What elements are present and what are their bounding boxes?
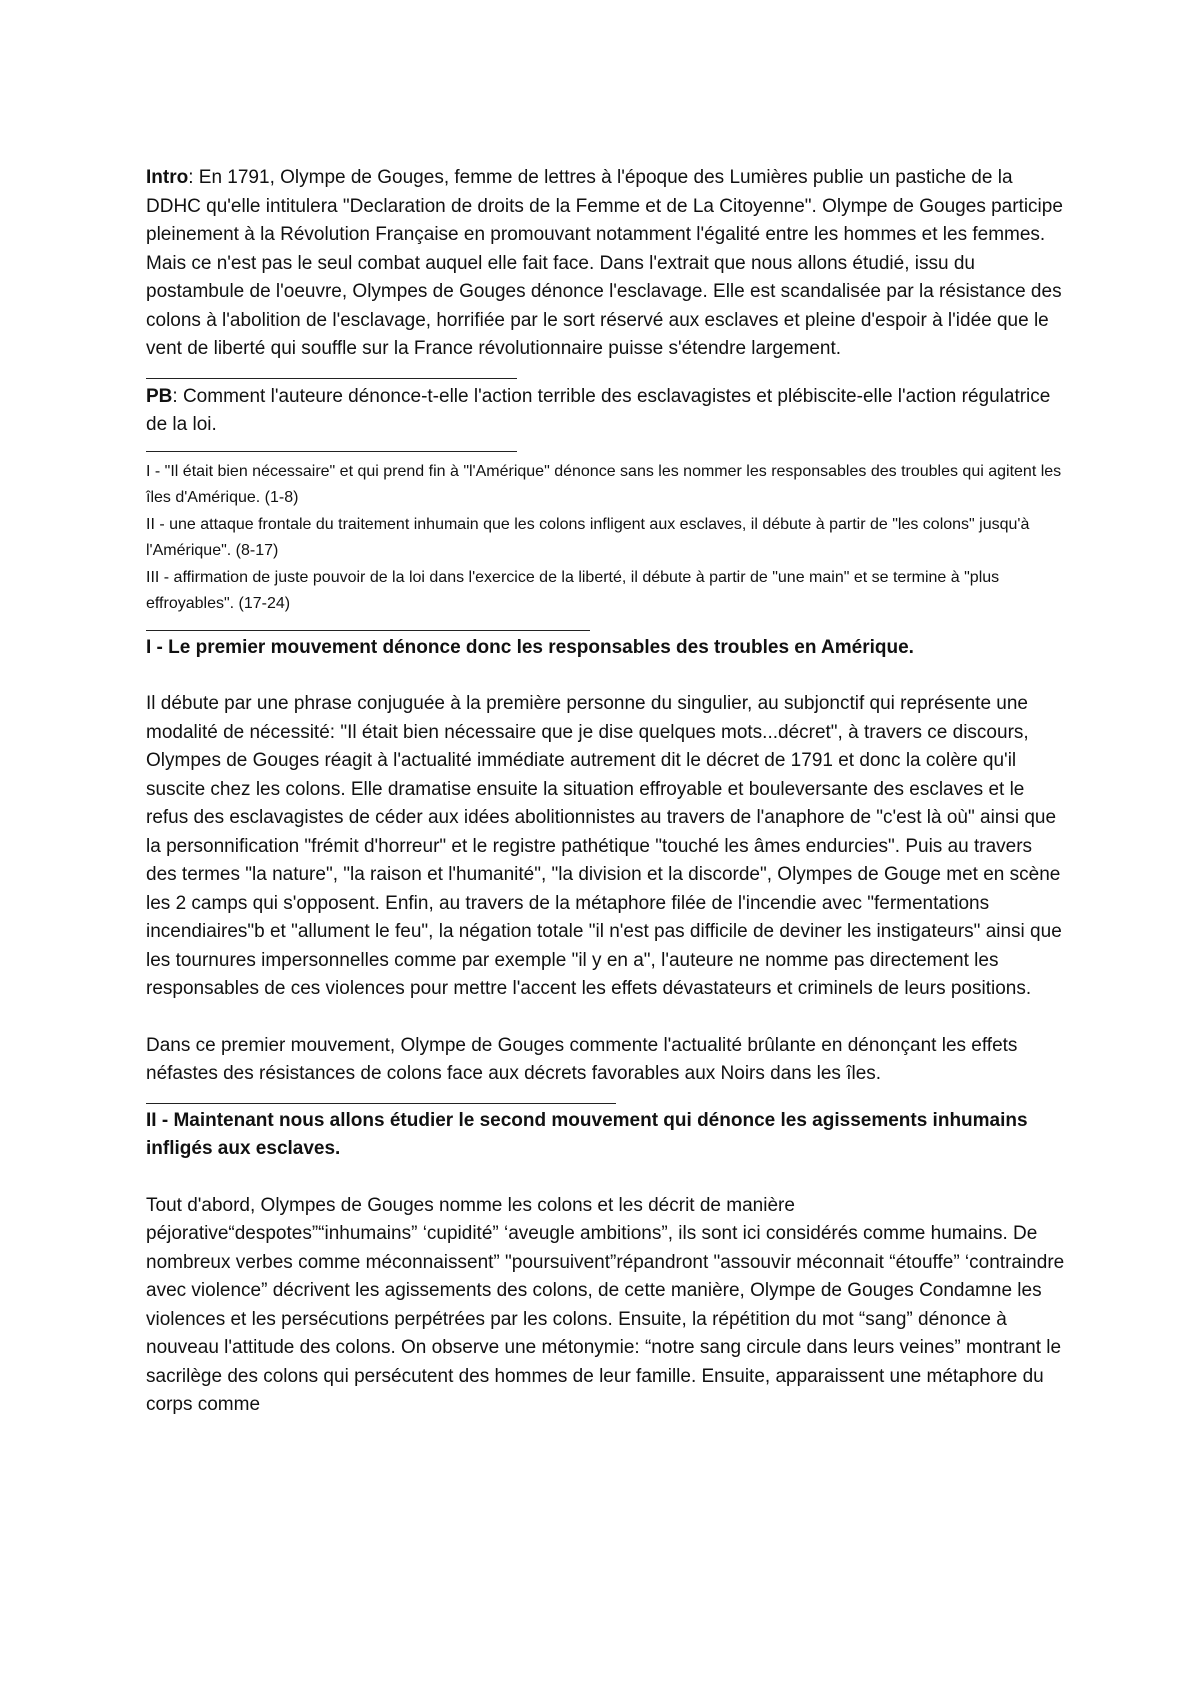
- intro-paragraph: [146, 164, 1066, 364]
- problematique-paragraph: [146, 383, 1066, 440]
- problematique-label: PB: [146, 385, 173, 407]
- document-page: [146, 164, 1066, 1420]
- separator-rule: [146, 378, 517, 379]
- separator-rule: [146, 630, 590, 631]
- section-2-heading: II - Maintenant nous allons étudier le second mouvement qui dénonce les agissements inhumains infligés aux esclaves.: [146, 1109, 1028, 1159]
- separator-rule: [146, 1103, 616, 1104]
- plan-item-3: III - affirmation de juste pouvoir de la loi dans l'exercice de la liberté, il débute à partir de "une main" et se termine à "plus effroyables". (17-24): [146, 568, 1000, 612]
- separator-rule: [146, 451, 517, 452]
- section-1-body: Il débute par une phrase conjuguée à la première personne du singulier, au subjonctif qui représente une modalité de nécessité: "Il était bien nécessaire que je dise quelques mots...décret", à travers ce discours, Olympes de Gouges réagit à l'actualité immédiate autrement dit le décret de 1791 et donc la colère qu'il suscite chez les colons. Elle dramatise ensuite la situation effroyable et bouleversante des esclaves et le refus des esclavagistes de céder aux idées abolitionnistes au travers de l'anaphore de "c'est là où" ainsi que la personnification "frémit d'horreur" et le registre pathétique "touché les âmes endurcies". Puis au travers des termes "la nature", "la raison et l'humanité", "la division et la discorde", Olympes de Gouge met en scène les 2 camps qui s'opposent. Enfin, au travers de la métaphore filée de l'incendie avec "fermentations incendiaires"b et "allument le feu", la négation totale "il n'est pas difficile de deviner les instigateurs" ainsi que les tournures impersonnelles comme par exemple "il y en a", l'auteure ne nomme pas directement les responsables de ces violences pour mettre l'accent les effets dévastateurs et criminels de leurs positions.: [146, 693, 1062, 999]
- section-1-heading: I - Le premier mouvement dénonce donc les responsables des troubles en Amérique.: [146, 636, 914, 658]
- section-1-conclusion: Dans ce premier mouvement, Olympe de Gouges commente l'actualité brûlante en dénonçant les effets néfastes des résistances de colons face aux décrets favorables aux Noirs dans les îles.: [146, 1034, 1018, 1084]
- plan-list: [146, 459, 1066, 618]
- problematique-text: : Comment l'auteure dénonce-t-elle l'action terrible des esclavagistes et plébiscite-elle l'action régulatrice de la loi.: [146, 385, 1051, 435]
- section-2-body: Tout d'abord, Olympes de Gouges nomme les colons et les décrit de manière péjorative“despotes”“inhumains” ‘cupidité” ‘aveugle ambitions”, ils sont ici considérés comme humains. De nombreux verbes comme méconnaissent” "poursuivent”répandront "assouvir méconnait “étouffe” ‘contraindre avec violence” décrivent les agissements des colons, de cette manière, Olympe de Gouges Condamne les violences et les persécutions perpétrées par les colons. Ensuite, la répétition du mot “sang” dénonce à nouveau l'attitude des colons. On observe une métonymie: “notre sang circule dans leurs veines” montrant le sacrilège des colons qui persécutent des hommes de leur famille. Ensuite, apparaissent une métaphore du corps comme: [146, 1194, 1065, 1415]
- intro-text: : En 1791, Olympe de Gouges, femme de lettres à l'époque des Lumières publie un pastiche de la DDHC qu'elle intitulera "Declaration de droits de la Femme et de La Citoyenne". Olympe de Gouges participe pleinement à la Révolution Française en promouvant notamment l'égalité entre les hommes et les femmes. Mais ce n'est pas le seul combat auquel elle fait face. Dans l'extrait que nous allons étudié, issu du postambule de l'oeuvre, Olympes de Gouges dénonce l'esclavage. Elle est scandalisée par la résistance des colons à l'abolition de l'esclavage, horrifiée par le sort réservé aux esclaves et pleine d'espoir à l'idée que le vent de liberté qui souffle sur la France révolutionnaire puisse s'étendre largement.: [146, 167, 1063, 359]
- plan-item-2: II - une attaque frontale du traitement inhumain que les colons infligent aux esclaves, il débute à partir de "les colons" jusqu'à l'Amérique". (8-17): [146, 515, 1030, 559]
- intro-label: Intro: [146, 167, 189, 188]
- plan-item-1: I - "Il était bien nécessaire" et qui prend fin à "l'Amérique" dénonce sans les nommer les responsables des troubles qui agitent les îles d'Amérique. (1-8): [146, 462, 1062, 506]
